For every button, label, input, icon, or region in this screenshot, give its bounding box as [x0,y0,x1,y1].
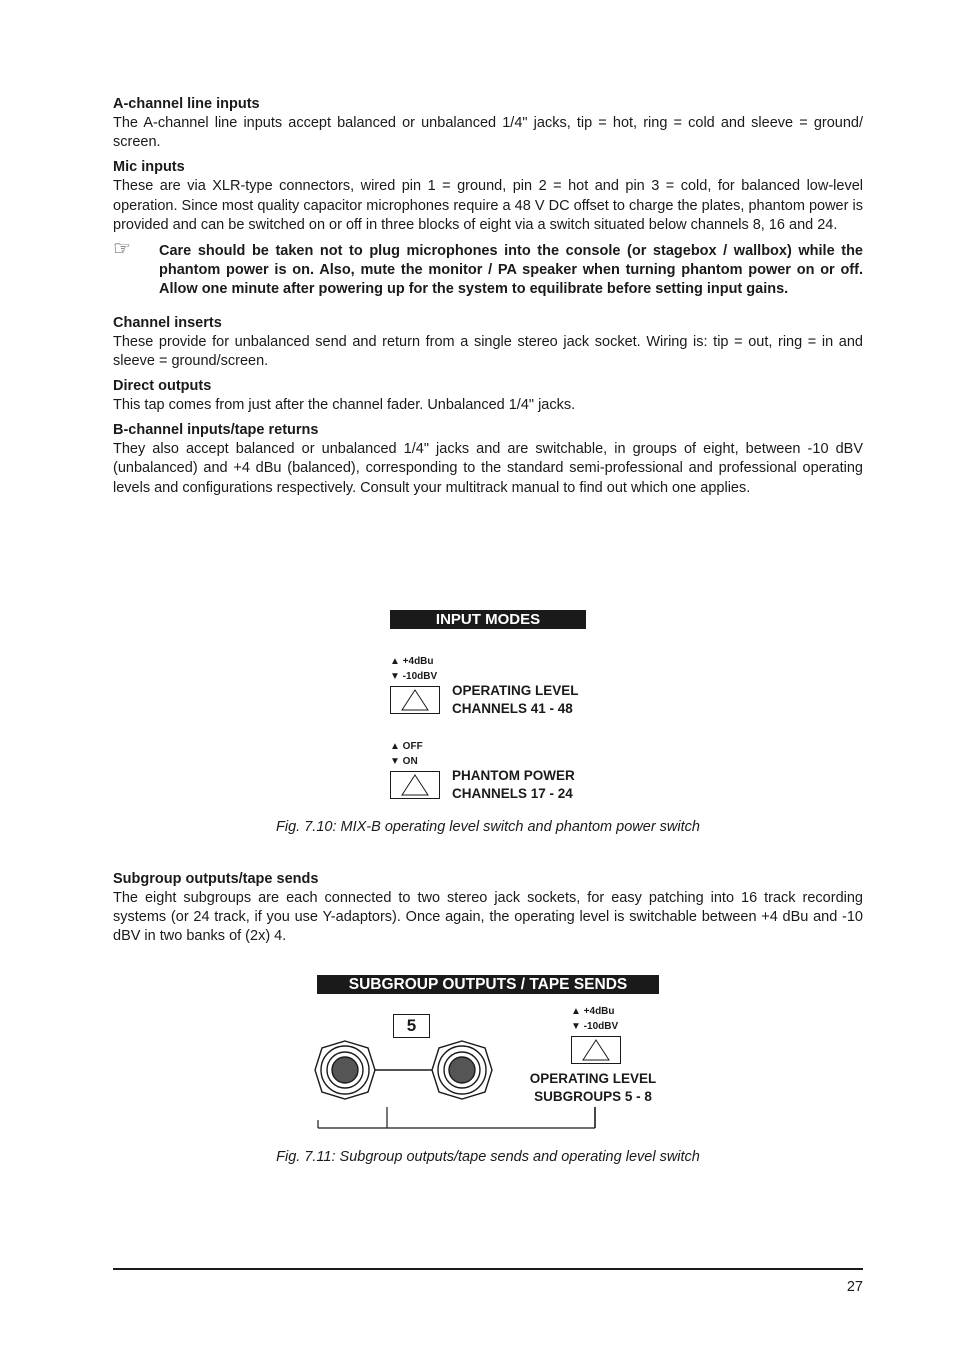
text-column [113,95,863,504]
switch2-label-2: CHANNELS 17 - 24 [452,786,573,801]
switch2-down-label: ▼ ON [390,756,418,767]
heading-mic-inputs: Mic inputs [113,159,185,176]
operating-level-switch[interactable] [390,686,440,714]
switch2-label-1: PHANTOM POWER [452,768,575,783]
jack-socket-right-icon [432,1041,492,1099]
body-channel-inserts: These provide for unbalanced send and return from a single stereo jack socket. Wiring is: tip = out, ring = in and sleeve = ground/screen. [113,333,863,369]
pointing-hand-icon: ☞ [113,238,131,261]
subgroup-number-box: 5 [393,1014,430,1038]
body-b-channel: They also accept balanced or unbalanced 1/4" jacks and are switchable, in groups of eight, between -10 dBV (unbalanced) and +4 dBu (balanced), corresponding to the standard semi-professional and professional operating levels and configurations respectively. Consult your multitrack manual to find out which one applies. [113,441,863,496]
subgroup-switch-down-label: ▼ -10dBV [571,1021,619,1032]
switch1-label-2: CHANNELS 41 - 48 [452,701,573,716]
page-number: 27 [846,1279,863,1295]
input-modes-banner: INPUT MODES [390,610,586,629]
body-direct-outputs: This tap comes from just after the channel fader. Unbalanced 1/4" jacks. [113,397,576,414]
subgroup-banner: SUBGROUP OUTPUTS / TAPE SENDS [317,975,659,994]
figure-caption-7-10: Fig. 7.10: MIX-B operating level switch and phantom power switch [276,819,700,835]
subgroup-section [113,870,863,953]
heading-a-channel: A-channel line inputs [113,96,260,112]
phantom-power-switch[interactable] [390,771,440,799]
heading-direct-outputs: Direct outputs [113,378,212,395]
figure-caption-7-11: Fig. 7.11: Subgroup outputs/tape sends and operating level switch [276,1149,700,1165]
heading-channel-inserts: Channel inserts [113,314,222,331]
heading-subgroup-outputs: Subgroup outputs/tape sends [113,871,319,887]
switch1-up-label: ▲ +4dBu [390,656,434,667]
warning-note [113,238,863,300]
jack-socket-left-icon [315,1041,375,1099]
footer-rule [113,1268,863,1270]
triangle-up-icon [391,687,439,713]
triangle-up-icon [572,1037,620,1063]
body-a-channel: The A-channel line inputs accept balanced or unbalanced 1/4" jacks, tip = hot, ring = cold and sleeve = ground/ screen. [113,115,863,151]
subgroup-label-1: OPERATING LEVEL [529,1071,657,1086]
switch1-down-label: ▼ -10dBV [390,671,438,682]
body-subgroup-outputs: The eight subgroups are each connected to two stereo jack sockets, for easy patching into 16 track recording systems (or 24 track, if you use Y-adaptors). Once again, the operating level is switchable between +4 dBu and -10 dBV in two banks of (2x) 4. [113,890,863,945]
subgroup-switch-up-label: ▲ +4dBu [571,1006,615,1017]
switch2-up-label: ▲ OFF [390,741,423,752]
warning-text: Care should be taken not to plug microphones into the console (or stagebox / wallbox) while the phantom power is on. Also, mute the monitor / PA speaker when turning phantom power on or off. Allow one minute after powering up for the system to equilibrate before setting input gains. [159,243,863,298]
subgroup-label-2: SUBGROUPS 5 - 8 [534,1089,652,1104]
switch1-label-1: OPERATING LEVEL [452,683,579,698]
heading-b-channel: B-channel inputs/tape returns [113,422,319,439]
triangle-up-icon [391,772,439,798]
subgroup-operating-level-switch[interactable] [571,1036,621,1064]
body-mic-inputs: These are via XLR-type connectors, wired pin 1 = ground, pin 2 = hot and pin 3 = cold, for balanced low-level operation. Since most quality capacitor microphones require a 48 V DC offset to charge the plates, phantom power is provided and can be switched on or off in three blocks of eight via a switch situated below channels 8, 16 and 24. [113,178,863,233]
